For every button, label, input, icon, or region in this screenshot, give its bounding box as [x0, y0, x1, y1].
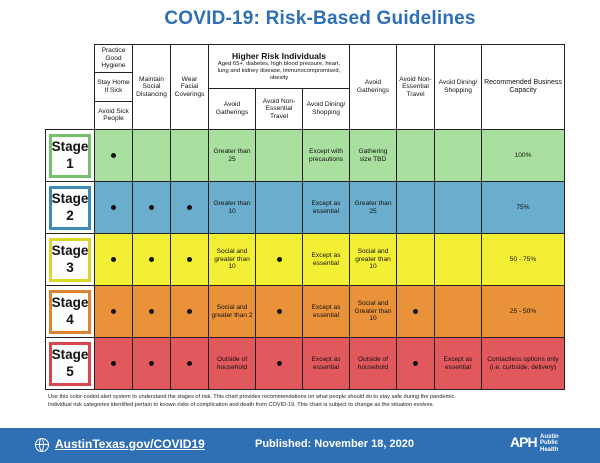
stage-4-low-gatherings: Social and Greater than 10 — [350, 286, 397, 338]
dot-icon — [187, 309, 192, 314]
stage-2-hr-travel — [256, 182, 303, 234]
stage-2-label: Stage 2 — [45, 182, 95, 234]
stage-4-practice — [95, 286, 133, 338]
header-low-travel: Avoid Non-Essential Travel — [397, 44, 435, 130]
dot-icon — [149, 361, 154, 366]
stage-3-label: Stage 3 — [45, 234, 95, 286]
footnote — [48, 394, 568, 409]
header-hygiene: Practice Good Hygiene — [95, 45, 132, 73]
dot-icon — [111, 361, 116, 366]
dot-icon — [111, 205, 116, 210]
stage-1-capacity: 100% — [482, 130, 565, 182]
stage-2-distancing — [133, 182, 171, 234]
dot-icon — [111, 153, 116, 158]
header-hr-travel: Avoid Non-Essential Travel — [256, 89, 303, 129]
practice-header — [95, 44, 133, 130]
stage-5-hr-gatherings: Outside of household — [209, 338, 256, 390]
footer-bar — [0, 428, 600, 463]
stage-5-low-dining: Except as essential — [435, 338, 482, 390]
header-face-coverings: Wear Facial Coverings — [171, 44, 209, 130]
published-date: Published: November 18, 2020 — [255, 438, 414, 450]
stage-3-hr-travel — [256, 234, 303, 286]
dot-icon — [277, 361, 282, 366]
aph-logo-mark: APH — [510, 434, 537, 450]
higher-risk-subtitle: Aged 65+, diabetes, high blood pressure, heart, lung and kidney disease, immunocompromised, obesity — [217, 61, 341, 81]
stage-5-capacity: Contactless options only (i.e. curbside, delivery) — [482, 338, 565, 390]
stage-4-hr-travel — [256, 286, 303, 338]
stage-2-low-travel — [397, 182, 435, 234]
stage-4-capacity: 25 - 50% — [482, 286, 565, 338]
page-title: COVID-19: Risk-Based Guidelines — [164, 8, 476, 29]
stage-4-hr-dining: Except as essential — [303, 286, 350, 338]
stage-5-coverings — [171, 338, 209, 390]
stage-2-low-gatherings: Greater than 25 — [350, 182, 397, 234]
stage-1-coverings — [171, 130, 209, 182]
stage-4-low-travel — [397, 286, 435, 338]
stage-2-hr-gatherings: Greater than 10 — [209, 182, 256, 234]
dot-icon — [149, 257, 154, 262]
stage-1-label: Stage 1 — [45, 130, 95, 182]
header-stay-home: Stay Home If Sick — [95, 73, 132, 101]
stage-4-coverings — [171, 286, 209, 338]
dot-icon — [277, 257, 282, 262]
aph-logo-text: Austin Public Health — [540, 434, 559, 453]
stage-5-low-travel — [397, 338, 435, 390]
dot-icon — [187, 361, 192, 366]
stage-2-hr-dining: Except as essential — [303, 182, 350, 234]
stage-4-hr-gatherings: Social and greater than 2 — [209, 286, 256, 338]
stage-5-distancing — [133, 338, 171, 390]
stage-2-capacity: 75% — [482, 182, 565, 234]
stage-2-coverings — [171, 182, 209, 234]
dot-icon — [413, 309, 418, 314]
stage-3-practice — [95, 234, 133, 286]
header-social-distancing: Maintain Social Distancing — [133, 44, 171, 130]
stage-5-practice — [95, 338, 133, 390]
stage-4-distancing — [133, 286, 171, 338]
stage-3-coverings — [171, 234, 209, 286]
footnote-line-2: Individual risk categories identified pertain to known risks of complication and death from COVID-19. This chart is subject to change as the situation evolves. — [48, 401, 435, 408]
higher-risk-header — [209, 44, 350, 130]
stage-5-low-gatherings: Outside of household — [350, 338, 397, 390]
stage-1-practice — [95, 130, 133, 182]
website-link[interactable]: AustinTexas.gov/COVID19 — [55, 437, 205, 451]
aph-logo — [510, 432, 590, 460]
stage-5-hr-travel — [256, 338, 303, 390]
stage-5-hr-dining: Except as essential — [303, 338, 350, 390]
header-low-gatherings: Avoid Gatherings — [350, 44, 397, 130]
stage-2-low-dining — [435, 182, 482, 234]
dot-icon — [277, 309, 282, 314]
header-hr-dining: Avoid Dining/ Shopping — [306, 101, 346, 116]
dot-icon — [187, 205, 192, 210]
stage-1-low-gatherings: Gathering size TBD — [350, 130, 397, 182]
dot-icon — [149, 205, 154, 210]
stage-3-low-dining — [435, 234, 482, 286]
stage-1-hr-travel — [256, 130, 303, 182]
stage-4-low-dining — [435, 286, 482, 338]
dot-icon — [111, 309, 116, 314]
dot-icon — [187, 257, 192, 262]
stage-3-hr-dining: Except as essential — [303, 234, 350, 286]
stage-1-hr-gatherings: Greater than 25 — [209, 130, 256, 182]
header-business-capacity: Recommended Business Capacity — [482, 44, 565, 130]
stage-3-capacity: 50 - 75% — [482, 234, 565, 286]
header-hr-gatherings: Avoid Gatherings — [209, 89, 256, 129]
dot-icon — [111, 257, 116, 262]
header-avoid-sick: Avoid Sick People — [98, 107, 129, 123]
stage-1-low-travel — [397, 130, 435, 182]
header-low-dining: Avoid Dining/ Shopping — [435, 44, 482, 130]
corner-cell — [45, 44, 95, 130]
stage-3-distancing — [133, 234, 171, 286]
dot-icon — [149, 309, 154, 314]
globe-icon — [35, 438, 49, 452]
dot-icon — [413, 361, 418, 366]
stage-3-low-gatherings: Social and greater than 10 — [350, 234, 397, 286]
stage-5-label: Stage 5 — [45, 338, 95, 390]
stage-1-hr-dining: Except with precautions — [303, 130, 350, 182]
risk-table — [45, 44, 565, 390]
stage-4-label: Stage 4 — [45, 286, 95, 338]
stage-1-distancing — [133, 130, 171, 182]
higher-risk-title: Higher Risk Individuals — [232, 50, 326, 61]
stage-2-practice — [95, 182, 133, 234]
stage-3-hr-gatherings: Social and greater than 10 — [209, 234, 256, 286]
stage-1-low-dining — [435, 130, 482, 182]
stage-3-low-travel — [397, 234, 435, 286]
footnote-line-1: Use this color-coded alert system to understand the stages of risk. This chart provides recommendations on what people should do to stay safe during the pandemic. — [48, 394, 456, 400]
